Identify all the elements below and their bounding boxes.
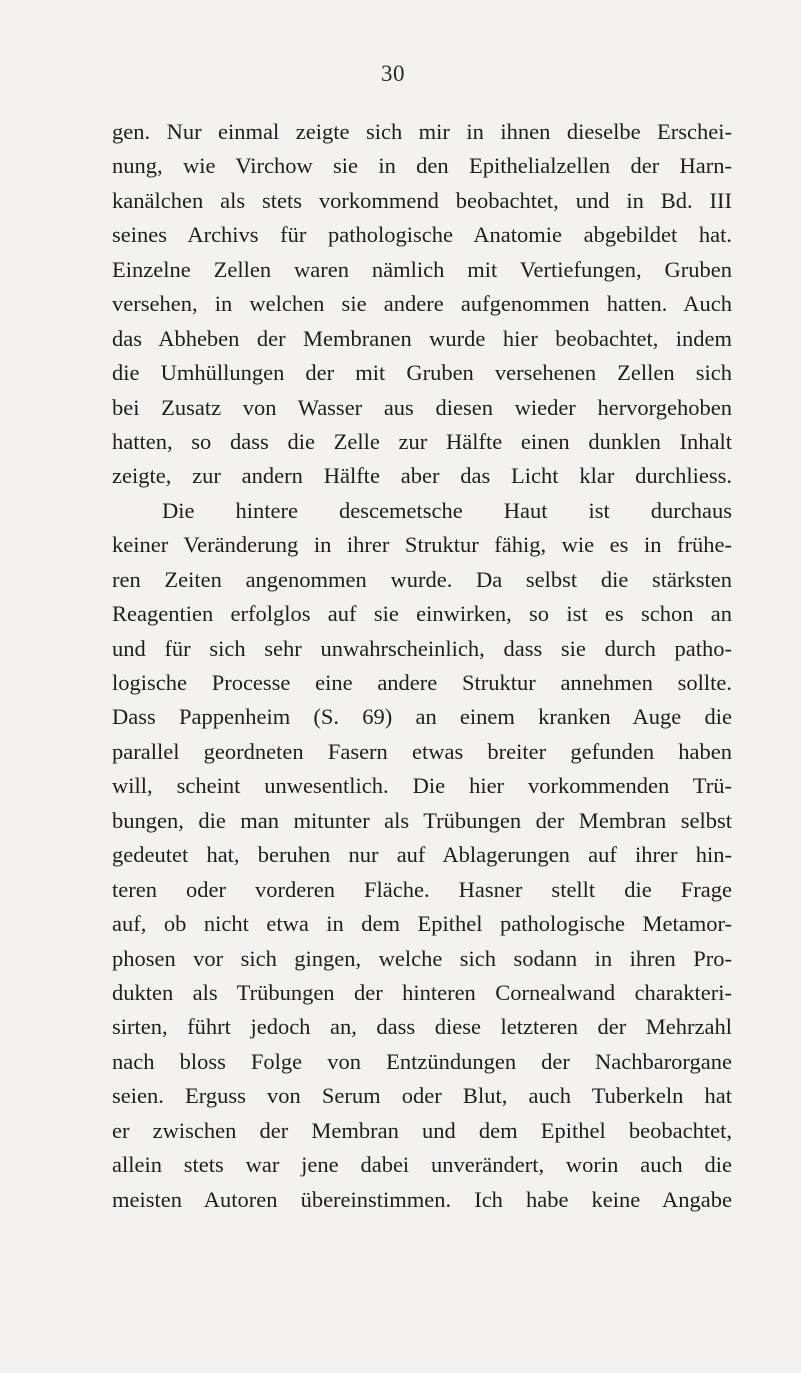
text-line: parallel geordneten Fasern etwas breiter gefunden haben xyxy=(112,738,732,764)
text-line: keiner Veränderung in ihrer Struktur fähig, wie es in frühe- xyxy=(112,532,732,558)
text-line: gedeutet hat, beruhen nur auf Ablagerungen auf ihrer hin- xyxy=(112,842,732,868)
text-line: logische Processe eine andere Struktur annehmen sollte. xyxy=(112,670,732,695)
text-line: phosen vor sich gingen, welche sich sodann in ihren Pro- xyxy=(112,945,732,971)
text-line: nach bloss Folge von Entzündungen der Nachbarorgane xyxy=(112,1048,732,1074)
text-line: teren oder vorderen Fläche. Hasner stellt die Frage xyxy=(112,876,732,902)
text-line: allein stets war jene dabei unverändert, worin auch die xyxy=(112,1152,732,1178)
text-line: seines Archivs für pathologische Anatomie abgebildet hat. xyxy=(112,222,732,248)
text-line: zeigte, zur andern Hälfte aber das Licht klar durchliess. xyxy=(112,463,732,489)
text-line: bei Zusatz von Wasser aus diesen wieder hervorgehoben xyxy=(112,394,732,420)
text-line: kanälchen als stets vorkommend beobachtet, und in Bd. III xyxy=(112,187,732,213)
text-line: die Umhüllungen der mit Gruben versehenen Zellen sich xyxy=(112,360,732,386)
text-line: auf, ob nicht etwa in dem Epithel pathologische Metamor- xyxy=(112,911,732,937)
paragraph-start-line: Die hintere descemetsche Haut ist durchaus xyxy=(162,497,732,523)
text-line: dukten als Trübungen der hinteren Cornealwand charakteri- xyxy=(112,979,732,1005)
text-line: versehen, in welchen sie andere aufgenommen hatten. Auch xyxy=(112,291,732,317)
text-line: und für sich sehr unwahrscheinlich, dass sie durch patho- xyxy=(112,635,732,661)
text-line: das Abheben der Membranen wurde hier beobachtet, indem xyxy=(112,325,732,351)
text-line: nung, wie Virchow sie in den Epithelialzellen der Harn- xyxy=(112,153,732,179)
text-line: bungen, die man mitunter als Trübungen der Membran selbst xyxy=(112,807,732,833)
text-line: seien. Erguss von Serum oder Blut, auch Tuberkeln hat xyxy=(112,1083,732,1109)
text-line: ren Zeiten angenommen wurde. Da selbst die stärksten xyxy=(112,566,732,592)
text-line: will, scheint unwesentlich. Die hier vorkommenden Trü- xyxy=(112,773,732,799)
text-line: Einzelne Zellen waren nämlich mit Vertiefungen, Gruben xyxy=(112,256,732,282)
text-line: Reagentien erfolglos auf sie einwirken, so ist es schon an xyxy=(112,601,732,627)
text-line: meisten Autoren übereinstimmen. Ich habe keine Angabe xyxy=(112,1186,732,1212)
text-line: er zwischen der Membran und dem Epithel beobachtet, xyxy=(112,1117,732,1143)
page-number: 30 xyxy=(381,61,405,86)
body-text xyxy=(112,115,732,1217)
text-line: hatten, so dass die Zelle zur Hälfte einen dunklen Inhalt xyxy=(112,428,732,454)
text-line: Dass Pappenheim (S. 69) an einem kranken Auge die xyxy=(112,704,732,730)
text-line: sirten, führt jedoch an, dass diese letzteren der Mehrzahl xyxy=(112,1014,732,1040)
text-line: gen. Nur einmal zeigte sich mir in ihnen dieselbe Erschei- xyxy=(112,119,732,144)
